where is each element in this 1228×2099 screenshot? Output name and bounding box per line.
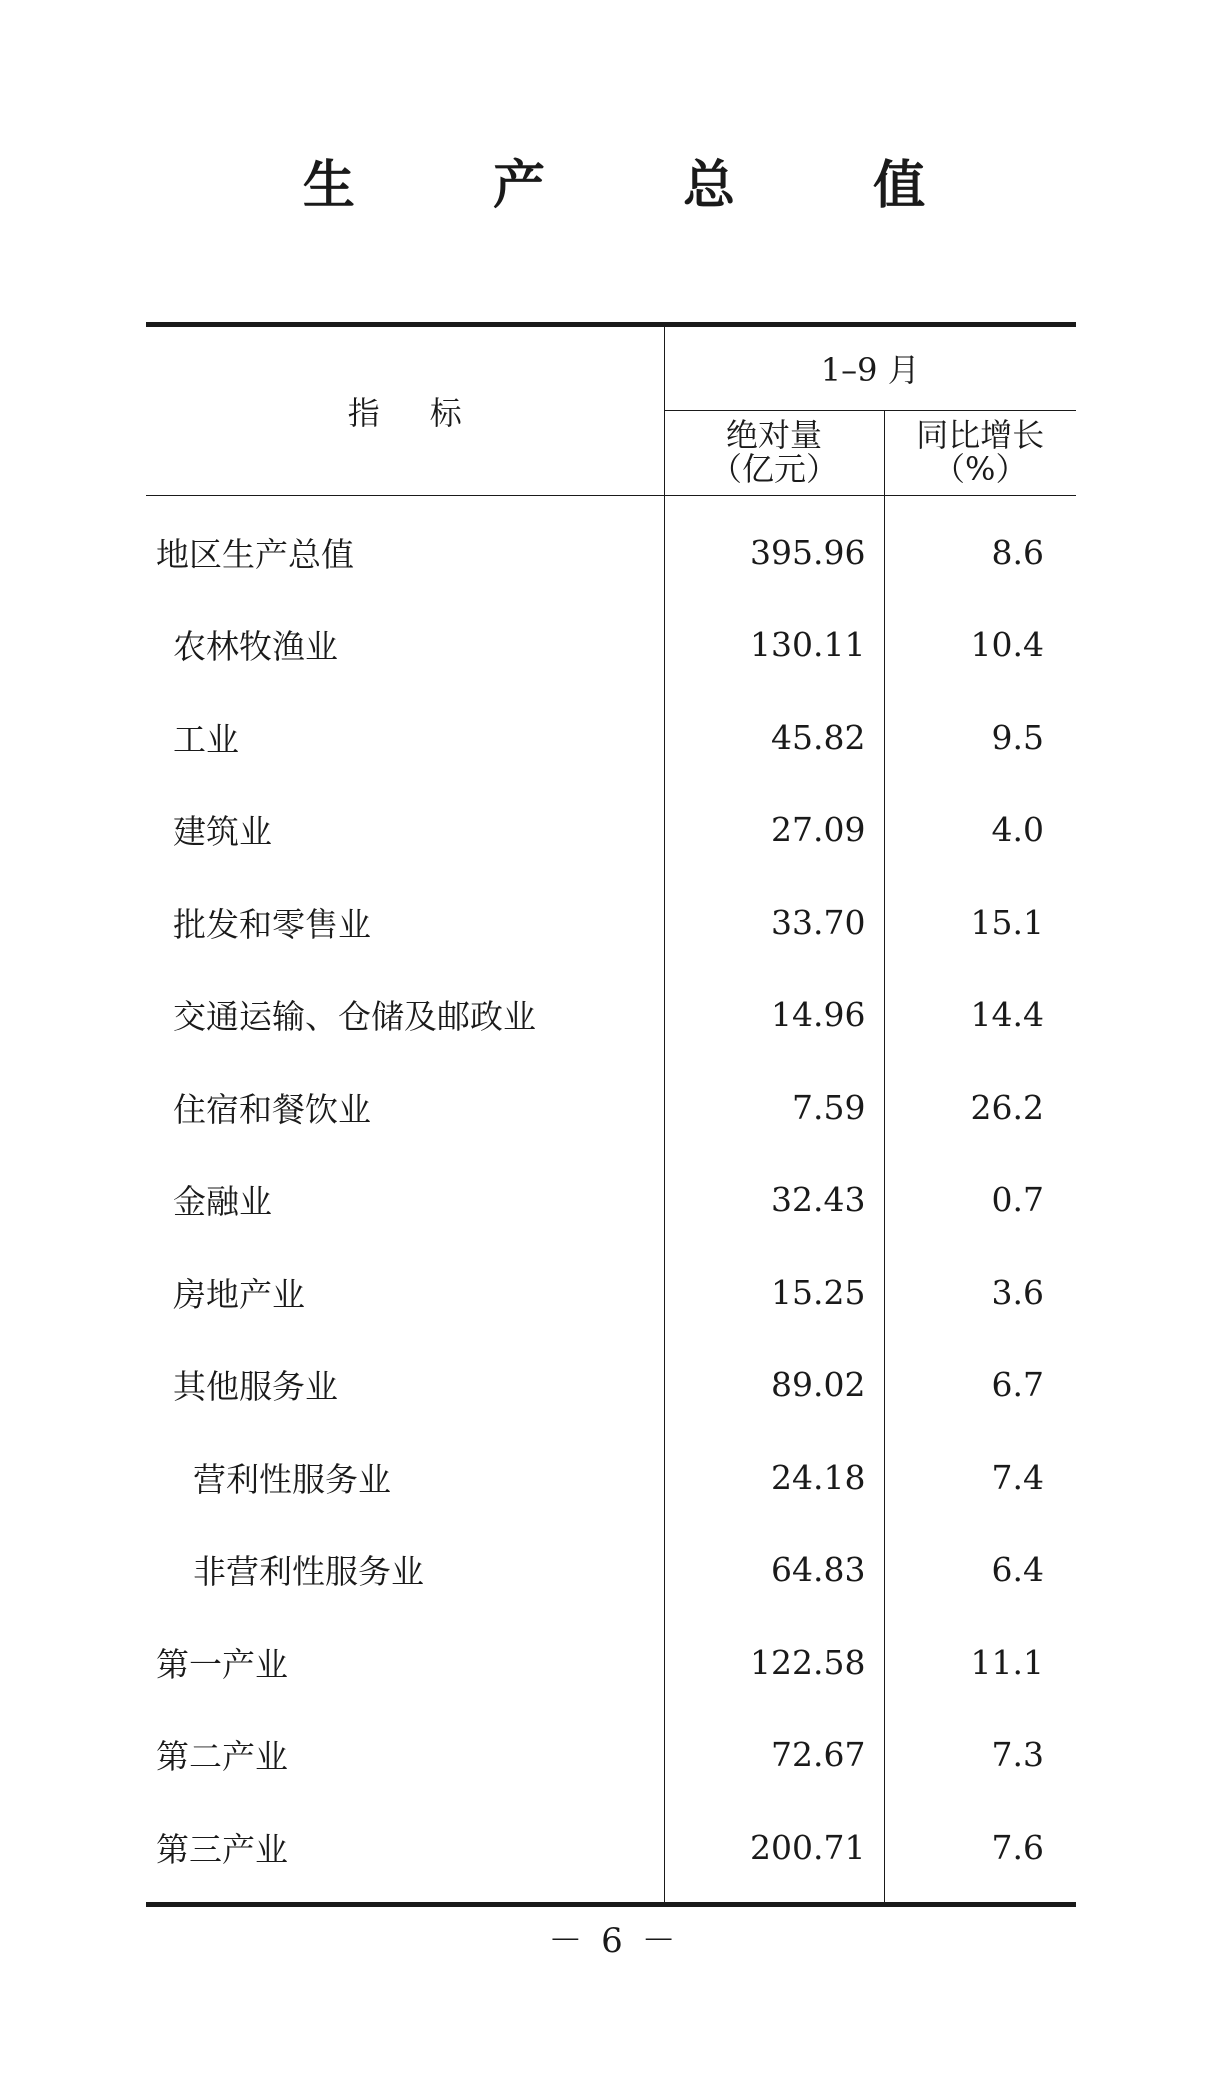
indicator-header: 指标 [146, 325, 664, 496]
table-row [146, 496, 1076, 599]
table-row [146, 1801, 1076, 1904]
row-indicator-name: 地区生产总值 [146, 496, 664, 599]
table-row [146, 969, 1076, 1062]
table-row [146, 1709, 1076, 1802]
row-absolute-value: 15.25 [664, 1246, 884, 1339]
table-row [146, 876, 1076, 969]
page-number: － 6 － [548, 1921, 680, 1961]
row-absolute-value: 395.96 [664, 496, 884, 599]
row-absolute-value: 7.59 [664, 1061, 884, 1154]
row-growth-rate: 9.5 [991, 717, 1044, 757]
growth-header-line1: 同比增长 [916, 416, 1045, 455]
row-growth-rate: 6.4 [991, 1550, 1044, 1590]
row-growth-rate: 15.1 [970, 902, 1044, 942]
row-absolute-value: 64.83 [664, 1524, 884, 1617]
row-growth-rate: 7.4 [991, 1457, 1044, 1497]
row-absolute-value: 130.11 [664, 599, 884, 692]
growth-header [884, 410, 1076, 496]
period-header: 1–9 月 [664, 325, 1076, 411]
table-row [146, 784, 1076, 877]
row-indicator-name: 建筑业 [146, 784, 664, 877]
table-row [146, 599, 1076, 692]
growth-header-unit: （%） [933, 449, 1028, 488]
row-indicator-name: 其他服务业 [146, 1339, 664, 1432]
row-growth-rate: 8.6 [991, 532, 1044, 572]
row-growth-rate: 14.4 [970, 995, 1044, 1035]
row-indicator-name: 第三产业 [146, 1801, 664, 1904]
row-absolute-value: 33.70 [664, 876, 884, 969]
row-growth-rate: 0.7 [991, 1180, 1044, 1220]
row-absolute-value: 89.02 [664, 1339, 884, 1432]
row-indicator-name: 营利性服务业 [146, 1431, 664, 1524]
row-absolute-value: 200.71 [664, 1801, 884, 1904]
table-header [146, 325, 1076, 496]
absolute-value-header [664, 410, 884, 496]
row-indicator-name: 非营利性服务业 [146, 1524, 664, 1617]
table-row [146, 1431, 1076, 1524]
row-indicator-name: 批发和零售业 [146, 876, 664, 969]
row-absolute-value: 72.67 [664, 1709, 884, 1802]
row-indicator-name: 房地产业 [146, 1246, 664, 1339]
row-indicator-name: 第二产业 [146, 1709, 664, 1802]
row-absolute-value: 122.58 [664, 1616, 884, 1709]
row-growth-rate: 7.3 [991, 1735, 1044, 1775]
absolute-value-header-line1: 绝对量 [725, 416, 822, 455]
row-growth-rate: 3.6 [991, 1272, 1044, 1312]
row-indicator-name: 交通运输、仓储及邮政业 [146, 969, 664, 1062]
gdp-table [146, 322, 1076, 1907]
row-indicator-name: 住宿和餐饮业 [146, 1061, 664, 1154]
table-row [146, 691, 1076, 784]
row-absolute-value: 14.96 [664, 969, 884, 1062]
row-growth-rate: 6.7 [991, 1365, 1044, 1405]
table-row [146, 1061, 1076, 1154]
row-growth-rate: 4.0 [991, 810, 1044, 850]
row-indicator-name: 第一产业 [146, 1616, 664, 1709]
table-row [146, 1524, 1076, 1617]
row-growth-rate: 11.1 [970, 1642, 1044, 1682]
table-row [146, 1616, 1076, 1709]
row-growth-rate: 26.2 [970, 1087, 1044, 1127]
absolute-value-header-unit: （亿元） [709, 449, 838, 488]
page-title: 生 产 总 值 [302, 156, 986, 216]
row-indicator-name: 工业 [146, 691, 664, 784]
row-absolute-value: 32.43 [664, 1154, 884, 1247]
table-body [146, 496, 1076, 1905]
row-absolute-value: 27.09 [664, 784, 884, 877]
row-growth-rate: 10.4 [970, 625, 1044, 665]
row-growth-rate: 7.6 [884, 1801, 1076, 1904]
table-row [146, 1154, 1076, 1247]
row-absolute-value: 24.18 [664, 1431, 884, 1524]
table-row [146, 1339, 1076, 1432]
table-row [146, 1246, 1076, 1339]
row-indicator-name: 金融业 [146, 1154, 664, 1247]
row-indicator-name: 农林牧渔业 [146, 599, 664, 692]
gdp-table-container [146, 322, 1076, 1907]
row-absolute-value: 45.82 [664, 691, 884, 784]
